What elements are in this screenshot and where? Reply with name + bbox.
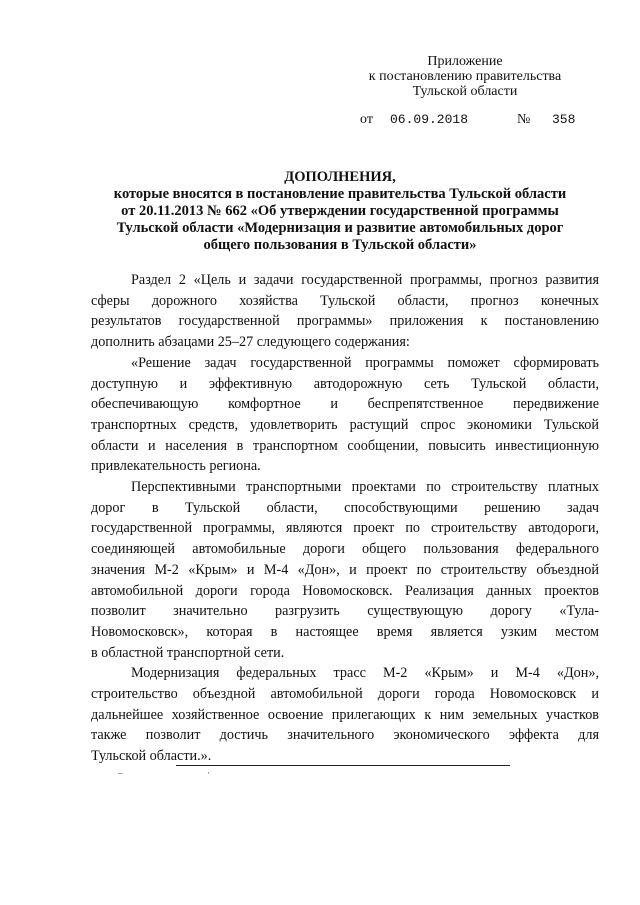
appendix-line-1: Приложение — [427, 54, 503, 69]
text-line: государственной программы, являются проект по строительству автодороги, — [91, 520, 599, 537]
text-line: автомобильной дороги города Новомосковск. Реализация данных проектов — [91, 582, 599, 599]
scan-speck: · — [207, 768, 210, 778]
closing-divider-line — [176, 765, 510, 766]
paragraph-4 — [91, 663, 599, 767]
text-line: Раздел 2 «Цель и задачи государственной программы, прогноз развития — [131, 272, 599, 288]
heading-line: которые вносятся в постановление правительства Тульской области — [113, 186, 567, 202]
heading-line: общего пользования в Тульской области» — [203, 237, 477, 253]
text-line: «Решение задач государственной программы поможет сформировать — [131, 354, 599, 371]
text-line: доступную и эффективную автодорожную сеть Тульской области, — [91, 375, 599, 392]
scan-speck: – — [118, 768, 123, 778]
text-line: обеспечивающую комфортное и беспрепятственное передвижение — [91, 396, 599, 413]
text-line: дорог в Тульской области, способствующими решению задач — [91, 499, 599, 516]
resolution-date: 06.09.2018 — [390, 112, 469, 127]
text-line: соединяющей автомобильные дороги общего пользования федерального — [91, 541, 599, 558]
text-line: также позволит достичь значительного экономического эффекта для — [91, 727, 599, 744]
text-line: сферы дорожного хозяйства Тульской области, прогноз конечных — [91, 292, 599, 309]
heading-line: от 20.11.2013 № 662 «Об утверждении государственной программы — [121, 203, 559, 219]
text-line: значения М-2 «Крым» и М-4 «Дон», и проект по строительству объездной — [91, 561, 599, 578]
text-line: результатов государственной программы» приложения к постановлению — [91, 313, 599, 330]
text-line: дополнить абзацами 25–27 следующего содержания: — [91, 334, 410, 351]
appendix-block — [330, 54, 600, 99]
text-line: транспортных средств, удовлетворить растущий спрос экономики Тульской — [91, 416, 599, 433]
heading-line: Тульской области «Модернизация и развитие автомобильных дорог — [116, 220, 564, 236]
text-line: привлекательность региона. — [91, 458, 261, 475]
text-line: позволит значительно разгрузить существующую дорогу «Тула- — [91, 603, 599, 620]
appendix-line-2: к постановлению правительства — [368, 69, 562, 84]
from-label: от — [360, 112, 373, 127]
text-line: Модернизация федеральных трасс М-2 «Крым» и М-4 «Дон», — [131, 665, 599, 682]
appendix-line-3: Тульской области — [412, 84, 518, 99]
number-label: № — [517, 112, 531, 127]
text-line: строительство объездной автомобильной дороги города Новомосковск и — [91, 686, 599, 703]
heading-title: ДОПОЛНЕНИЯ, — [284, 169, 396, 185]
text-line: Тульской области.». — [91, 748, 212, 765]
text-line: Перспективными транспортными проектами по строительству платных — [131, 479, 599, 496]
text-line: в областной транспортной сети. — [91, 644, 285, 661]
document-body — [91, 270, 599, 767]
text-line: области и населения в транспортном сообщении, повысить инвестиционную — [91, 437, 599, 454]
paragraph-3 — [91, 477, 599, 663]
paragraph-2 — [91, 353, 599, 477]
paragraph-1 — [91, 270, 599, 353]
text-line: Новомосковск», которая в настоящее время является узким местом — [91, 623, 599, 640]
document-heading — [80, 169, 600, 254]
text-line: дальнейшее хозяйственное освоение прилегающих к ним земельных участков — [91, 706, 599, 723]
resolution-number: 358 — [552, 112, 576, 127]
